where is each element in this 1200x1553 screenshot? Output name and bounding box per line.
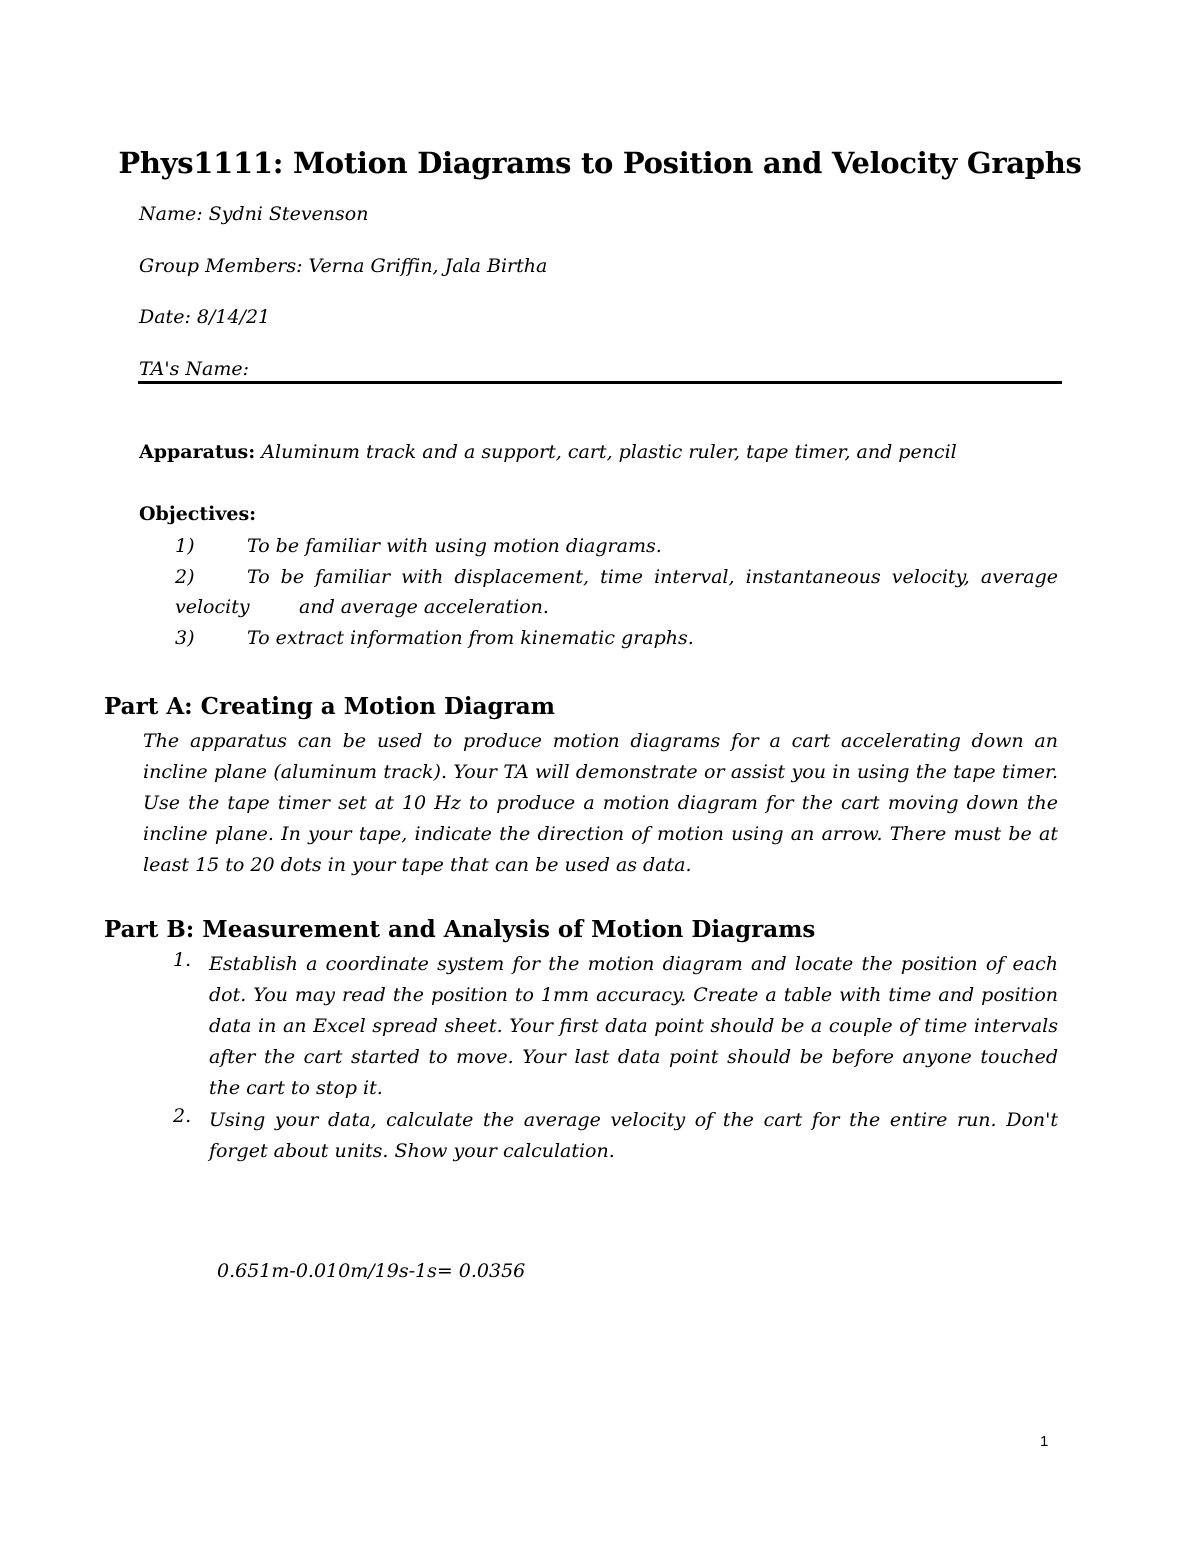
objective-item <box>175 627 694 649</box>
objective-text: To be familiar with displacement, time interval, instantaneous velocity, average <box>247 566 1058 588</box>
student-name: Name: Sydni Stevenson <box>139 203 369 225</box>
apparatus-label: Apparatus: <box>139 441 256 463</box>
step-text: Using your data, calculate the average velocity of the cart for the entire run. Don't forget about units. Show your calculation. <box>209 1109 1058 1162</box>
step-text: Establish a coordinate system for the motion diagram and locate the position of each dot. You may read the position to 1mm accuracy. Create a table with time and position data in an Excel spread sheet. Your first data point should be a couple of time intervals after the cart started to move. Your last data point should be before anyone touched the cart to stop it. <box>209 953 1058 1099</box>
step-number: 2. <box>173 1105 192 1127</box>
apparatus-line <box>139 441 957 463</box>
objective-text-cont-b: and average acceleration. <box>299 596 549 618</box>
objective-number: 1) <box>175 535 195 557</box>
header-divider <box>138 381 1062 384</box>
objectives-heading: Objectives: <box>139 503 257 525</box>
apparatus-text: Aluminum track and a support, cart, plastic ruler, tape timer, and pencil <box>261 441 957 463</box>
objective-item-continued <box>175 596 549 618</box>
part-b-heading: Part B: Measurement and Analysis of Motion Diagrams <box>104 916 816 943</box>
part-a-body: The apparatus can be used to produce motion diagrams for a cart accelerating down an incline plane (aluminum track). Your TA will demonstrate or assist you in using the tape timer. Use the tape timer set at 10 Hz to produce a motion diagram for the cart moving down the incline plane. In your tape, indicate the direction of motion using an arrow. There must be at least 15 to 20 dots in your tape that can be used as data. <box>143 730 1058 876</box>
calculation-answer: 0.651m-0.010m/19s-1s= 0.0356 <box>217 1260 526 1282</box>
objective-number: 2) <box>175 566 195 588</box>
part-a-heading: Part A: Creating a Motion Diagram <box>104 693 555 720</box>
objective-item <box>175 535 662 557</box>
objective-text: To be familiar with using motion diagrams. <box>247 535 662 557</box>
date-field: Date: 8/14/21 <box>139 306 271 328</box>
objective-text: To extract information from kinematic graphs. <box>247 627 694 649</box>
page-number: 1 <box>1040 1433 1049 1450</box>
objective-text-cont-a: velocity <box>175 596 250 618</box>
ta-name-field: TA's Name: <box>139 358 249 380</box>
step-number: 1. <box>173 949 192 971</box>
document-title: Phys1111: Motion Diagrams to Position and Velocity Graphs <box>118 146 1082 180</box>
objective-number: 3) <box>175 627 195 649</box>
group-members: Group Members: Verna Griffin, Jala Birtha <box>139 255 548 277</box>
